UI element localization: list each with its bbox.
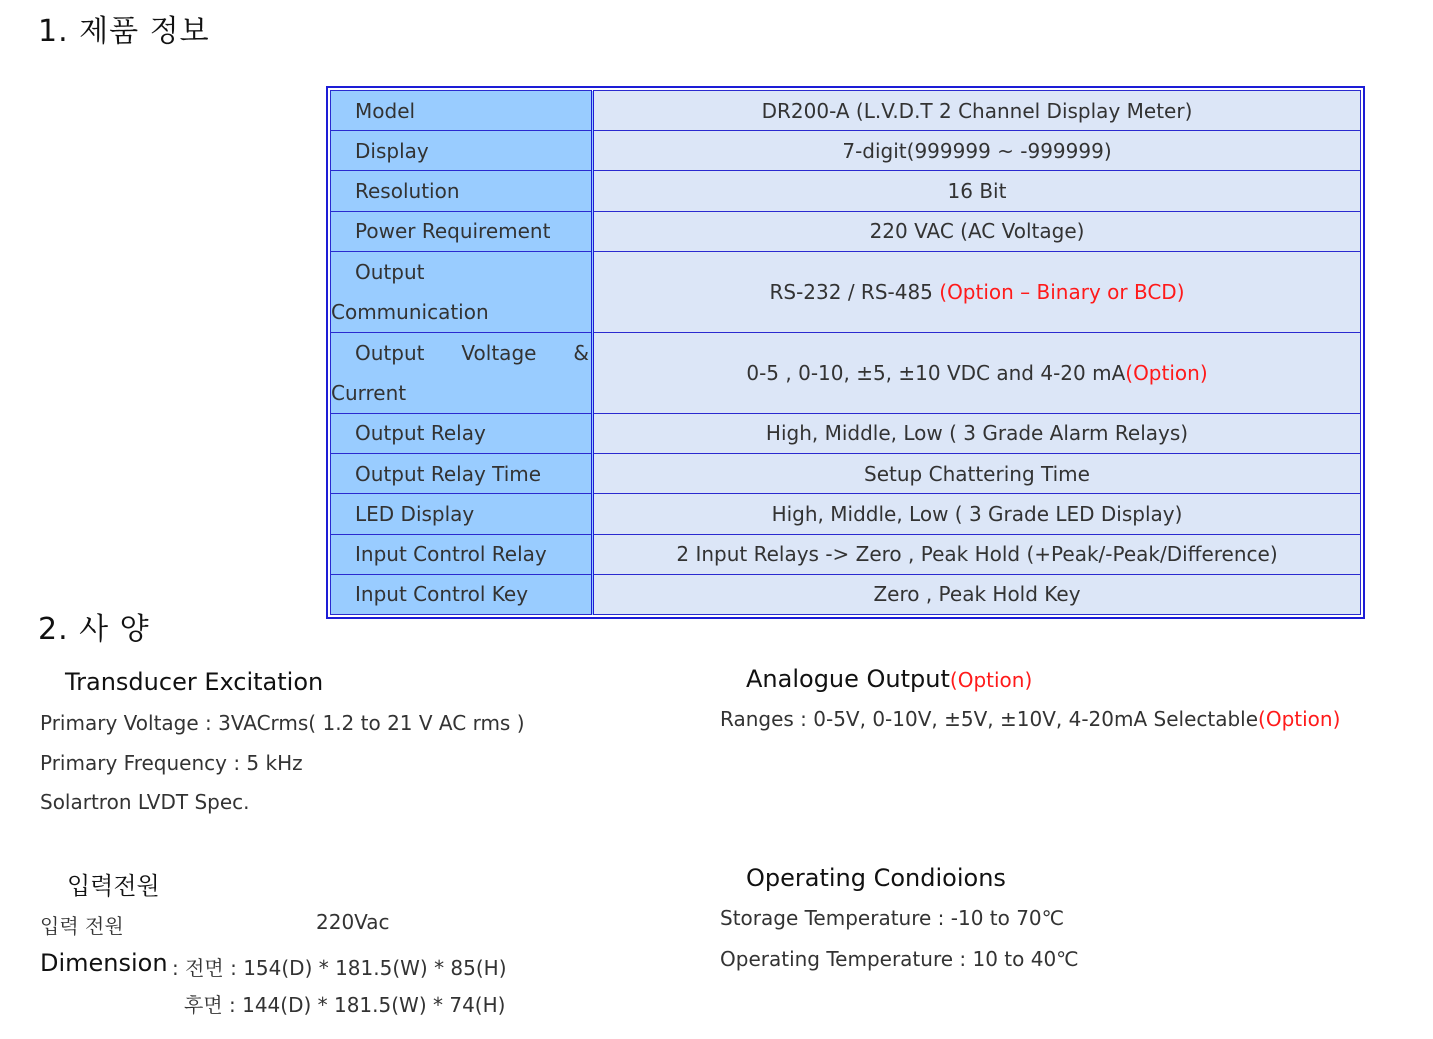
table-row [331,251,1361,332]
row-value: Setup Chattering Time [593,454,1361,494]
storage-temperature: Storage Temperature : -10 to 70℃ [720,906,1065,930]
row-label-word: Output [355,340,425,365]
option-note: (Option – Binary or BCD) [939,279,1185,304]
row-label-line2: Communication [331,299,489,324]
row-value [593,251,1361,332]
lvdt-spec: Solartron LVDT Spec. [40,790,250,814]
row-label-word: & [573,340,589,365]
power-value: 220Vac [316,910,390,934]
primary-frequency: Primary Frequency : 5 kHz [40,751,303,775]
table-row [331,131,1361,171]
row-value: 7-digit(999999 ~ -999999) [593,131,1361,171]
row-value-text: RS-232 / RS-485 [769,279,940,304]
primary-voltage: Primary Voltage : 3VACrms( 1.2 to 21 V AC rms ) [40,711,525,735]
table-row [331,574,1361,614]
table-row [331,91,1361,131]
option-note: (Option) [1258,707,1341,731]
dimension-rear: 후면 : 144(D) * 181.5(W) * 74(H) [184,993,506,1017]
analogue-ranges-text: Ranges : 0-5V, 0-10V, ±5V, ±10V, 4-20mA Selectable [720,707,1259,731]
power-heading: 입력전원 [67,872,160,900]
row-value: 220 VAC (AC Voltage) [593,211,1361,251]
operating-heading: Operating Condioions [746,864,1006,892]
analogue-heading-text: Analogue Output [746,665,950,693]
analogue-heading [746,665,1032,693]
row-value: DR200-A (L.V.D.T 2 Channel Display Meter) [593,91,1361,131]
row-label-line2: Current [331,380,407,405]
row-label: Power Requirement [331,211,593,251]
row-value: High, Middle, Low ( 3 Grade LED Display) [593,494,1361,534]
dimension-label: Dimension [40,949,168,977]
option-note: (Option) [949,668,1033,692]
section-title-product-info: 1. 제품 정보 [38,14,210,49]
table-row [331,332,1361,413]
row-value: Zero , Peak Hold Key [593,574,1361,614]
section-title-spec: 2. 사 양 [38,612,150,647]
analogue-ranges [720,707,1340,731]
table-row [331,494,1361,534]
power-label: 입력 전원 [40,914,124,938]
row-label: Output Relay [331,413,593,453]
table-row [331,534,1361,574]
row-label [331,251,593,332]
row-label: Display [331,131,593,171]
dimension-front: : 전면 : 154(D) * 181.5(W) * 85(H) [172,956,507,980]
row-label: Input Control Relay [331,534,593,574]
row-label: Input Control Key [331,574,593,614]
table-row [331,413,1361,453]
row-value-text: 0-5 , 0-10, ±5, ±10 VDC and 4-20 mA [746,360,1126,385]
transducer-heading: Transducer Excitation [65,668,324,696]
row-label [331,332,593,413]
row-label-line1: Output [355,259,425,284]
row-value: High, Middle, Low ( 3 Grade Alarm Relays) [593,413,1361,453]
row-value: 16 Bit [593,171,1361,211]
product-spec-table [326,86,1365,619]
row-label: Model [331,91,593,131]
row-value [593,332,1361,413]
table-row [331,454,1361,494]
row-label-word: Voltage [461,340,537,365]
row-value: 2 Input Relays -> Zero , Peak Hold (+Peak/-Peak/Difference) [593,534,1361,574]
table-row [331,211,1361,251]
operating-temperature: Operating Temperature : 10 to 40℃ [720,947,1079,971]
option-note: (Option) [1125,360,1208,385]
table-row [331,171,1361,211]
row-label: Output Relay Time [331,454,593,494]
row-label: Resolution [331,171,593,211]
row-label: LED Display [331,494,593,534]
